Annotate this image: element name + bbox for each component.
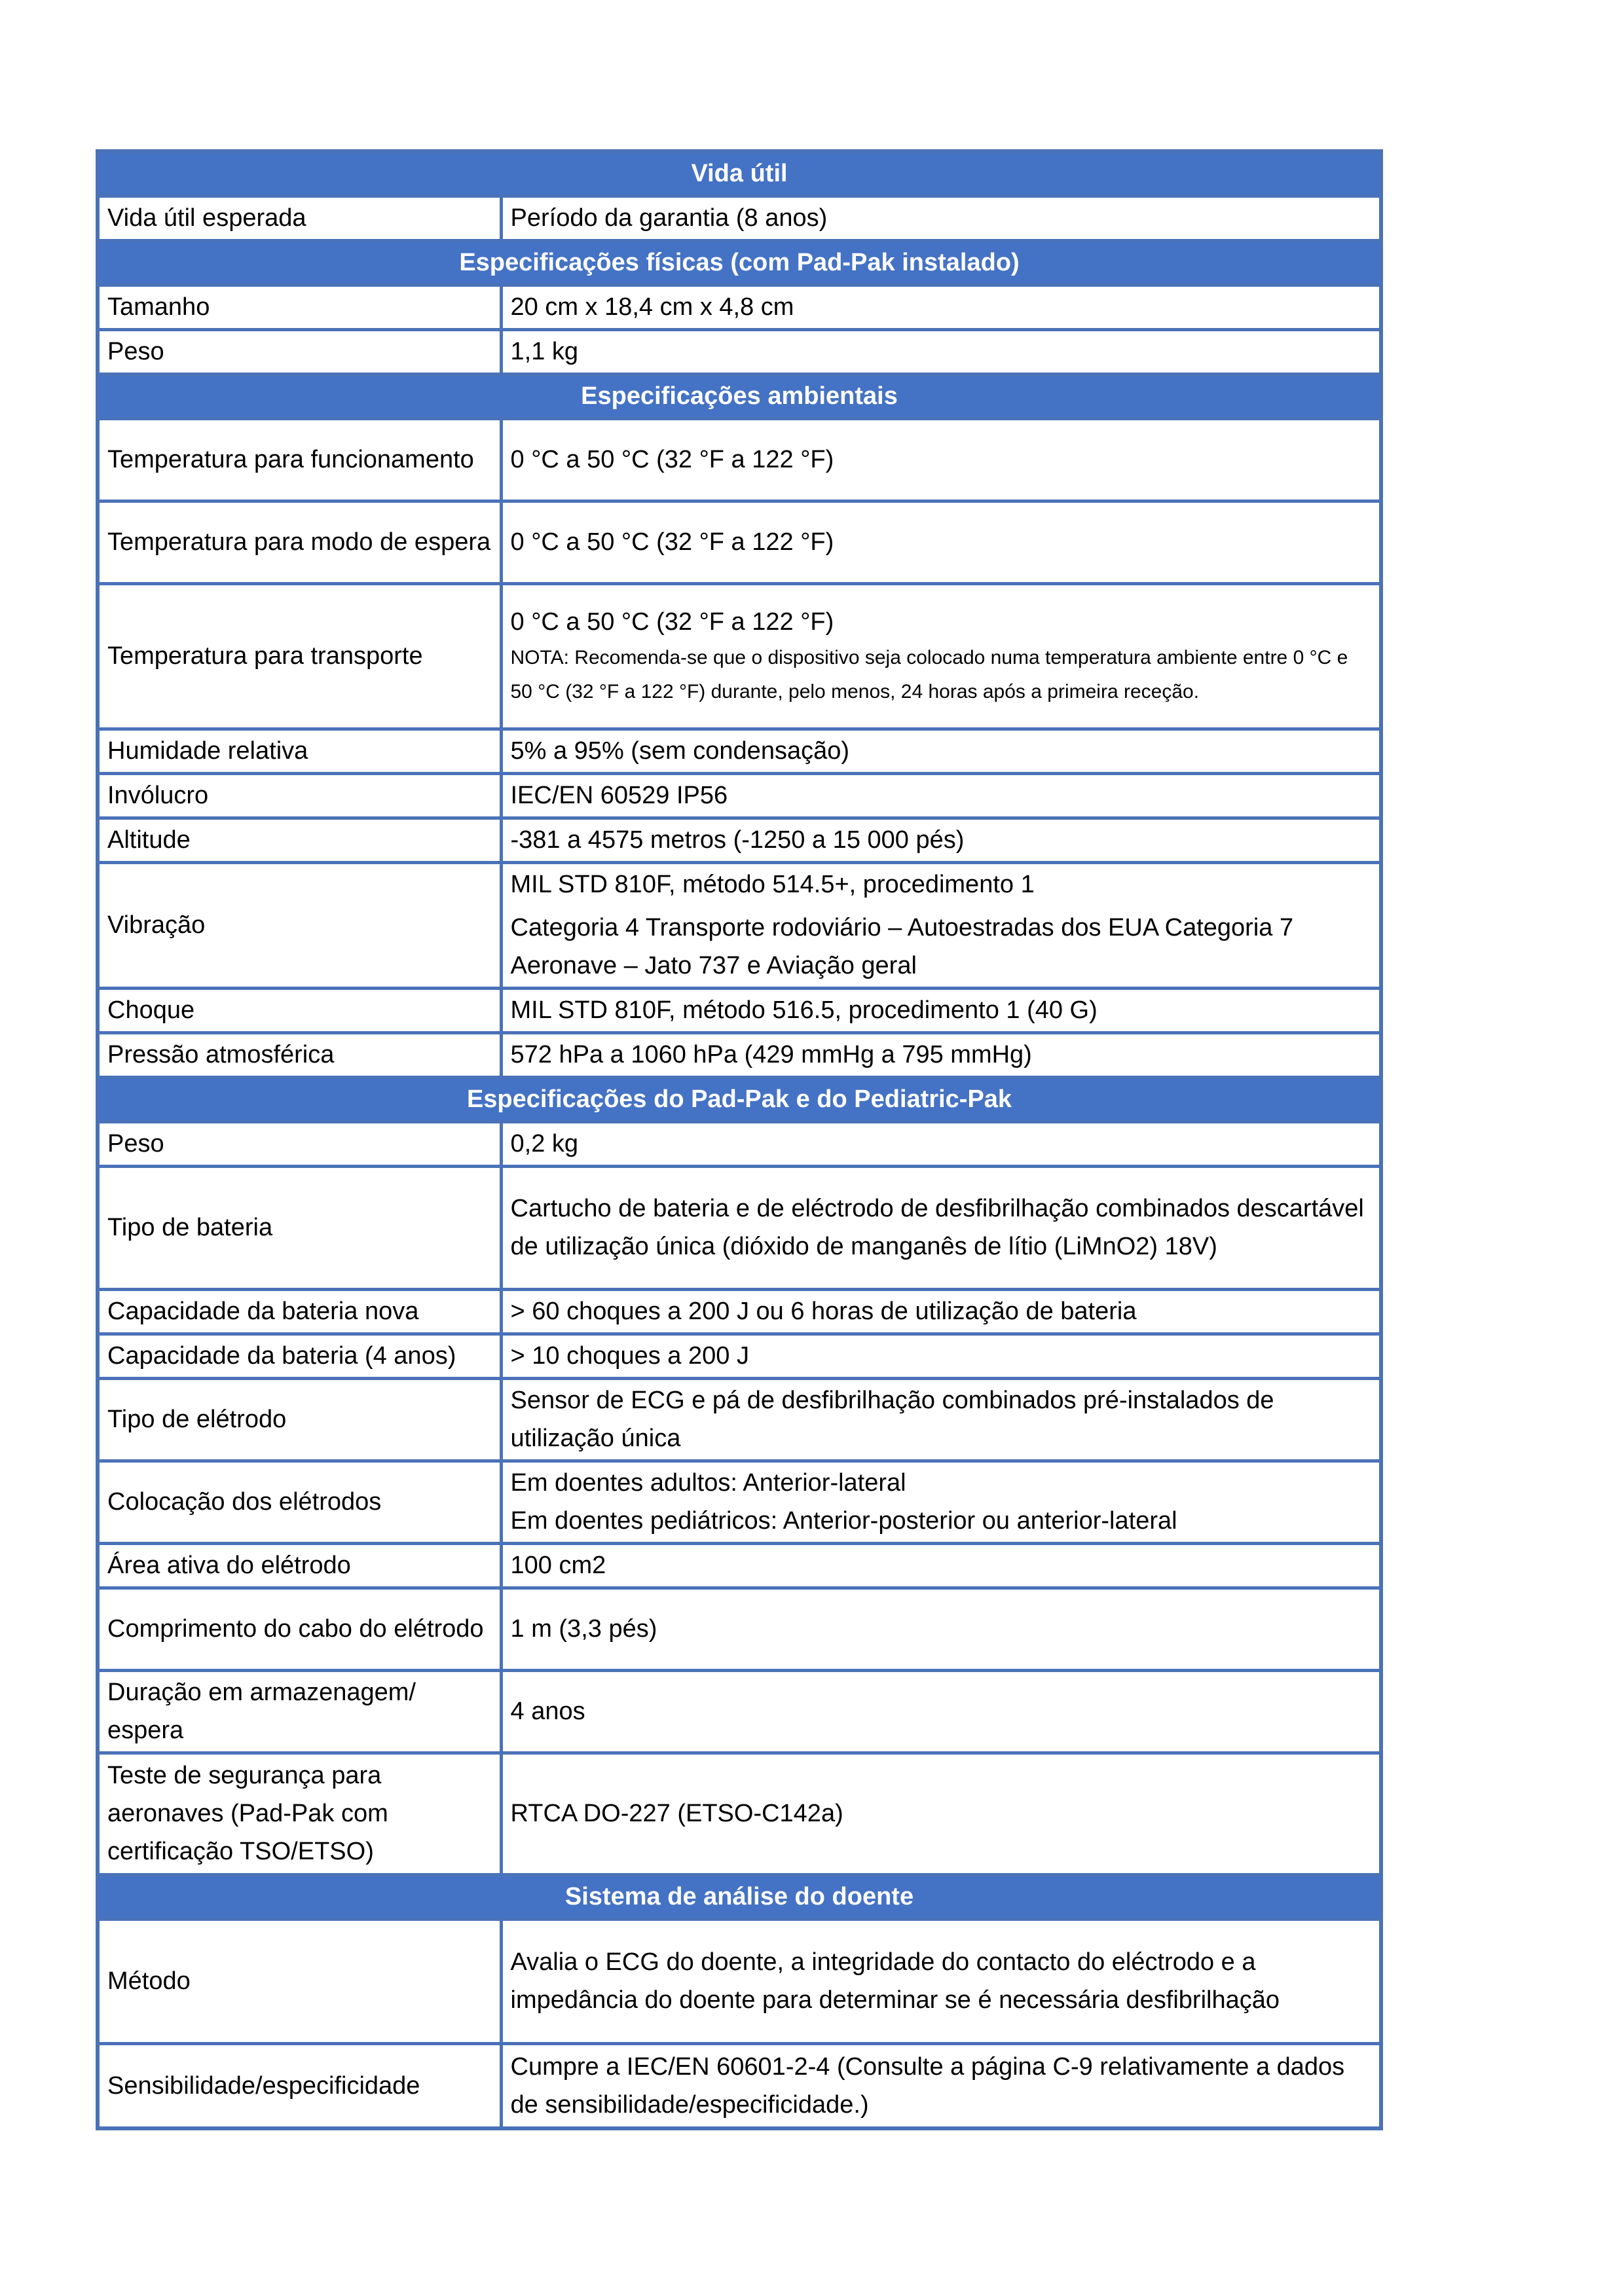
table-row	[98, 773, 1381, 818]
row-value: 20 cm x 18,4 cm x 4,8 cm	[501, 285, 1381, 329]
row-label: Peso	[98, 1121, 501, 1166]
table-row	[98, 285, 1381, 329]
row-value: 5% a 95% (sem condensação)	[501, 729, 1381, 773]
row-value-line-2: Categoria 4 Transporte rodoviário – Autoestradas dos EUA Categoria 7 Aeronave – Jato 737 e Aviação geral	[510, 914, 1294, 979]
table-row	[98, 583, 1381, 729]
row-label: Pressão atmosférica	[98, 1032, 501, 1077]
row-label: Colocação dos elétrodos	[98, 1461, 501, 1543]
row-label: Temperatura para funcionamento	[98, 418, 501, 501]
row-label: Altitude	[98, 818, 501, 862]
row-label: Tipo de elétrodo	[98, 1378, 501, 1461]
section-title: Especificações do Pad-Pak e do Pediatric-Pak	[98, 1077, 1381, 1121]
table-row	[98, 329, 1381, 374]
table-row	[98, 1543, 1381, 1588]
section-title: Especificações físicas (com Pad-Pak instalado)	[98, 240, 1381, 285]
row-value-line-1: Em doentes adultos: Anterior-lateral	[510, 1469, 906, 1497]
table-row	[98, 1032, 1381, 1077]
row-value: RTCA DO-227 (ETSO-C142a)	[501, 1753, 1381, 1874]
row-value: 0 °C a 50 °C (32 °F a 122 °F)	[501, 501, 1381, 583]
table-row	[98, 988, 1381, 1032]
row-label: Invólucro	[98, 773, 501, 818]
row-value: 1 m (3,3 pés)	[501, 1588, 1381, 1670]
table-row	[98, 1461, 1381, 1543]
row-label: Peso	[98, 329, 501, 374]
row-label: Sensibilidade/especificidade	[98, 2043, 501, 2128]
table-row	[98, 196, 1381, 240]
row-value: > 10 choques a 200 J	[501, 1334, 1381, 1378]
row-label: Tipo de bateria	[98, 1166, 501, 1289]
row-value: > 60 choques a 200 J ou 6 horas de utilização de bateria	[501, 1289, 1381, 1334]
row-label: Teste de segurança para aeronaves (Pad-Pak com certificação TSO/ETSO)	[98, 1753, 501, 1874]
section-title: Especificações ambientais	[98, 374, 1381, 418]
table-row	[98, 818, 1381, 862]
section-header-fisicas	[98, 240, 1381, 285]
row-value: 4 anos	[501, 1670, 1381, 1753]
row-label: Choque	[98, 988, 501, 1032]
table-row	[98, 1919, 1381, 2043]
row-label: Temperatura para transporte	[98, 583, 501, 729]
table-row	[98, 1121, 1381, 1166]
table-row	[98, 1334, 1381, 1378]
table-row	[98, 1378, 1381, 1461]
row-value: -381 a 4575 metros (-1250 a 15 000 pés)	[501, 818, 1381, 862]
row-label: Capacidade da bateria (4 anos)	[98, 1334, 501, 1378]
table-row	[98, 1289, 1381, 1334]
row-value	[501, 1461, 1381, 1543]
row-value: 572 hPa a 1060 hPa (429 mmHg a 795 mmHg)	[501, 1032, 1381, 1077]
row-label: Humidade relativa	[98, 729, 501, 773]
section-title: Vida útil	[98, 151, 1381, 196]
section-header-ambientais	[98, 374, 1381, 418]
row-label: Capacidade da bateria nova	[98, 1289, 501, 1334]
row-value-line-2: Em doentes pediátricos: Anterior-posterior ou anterior-lateral	[510, 1507, 1177, 1535]
row-value: 0 °C a 50 °C (32 °F a 122 °F)	[501, 418, 1381, 501]
table-row	[98, 501, 1381, 583]
row-value	[501, 862, 1381, 988]
section-header-vida-util	[98, 151, 1381, 196]
section-header-analise	[98, 1874, 1381, 1919]
row-value: Cartucho de bateria e de eléctrodo de desfibrilhação combinados descartável de utilização única (dióxido de manganês de lítio (LiMnO2) 18V)	[501, 1166, 1381, 1289]
section-header-padpak	[98, 1077, 1381, 1121]
table-row	[98, 1670, 1381, 1753]
table-row	[98, 729, 1381, 773]
table-row	[98, 1588, 1381, 1670]
row-label: Temperatura para modo de espera	[98, 501, 501, 583]
row-value: 1,1 kg	[501, 329, 1381, 374]
row-label: Tamanho	[98, 285, 501, 329]
row-label: Comprimento do cabo do elétrodo	[98, 1588, 501, 1670]
row-value: Cumpre a IEC/EN 60601-2-4 (Consulte a página C-9 relativamente a dados de sensibilidade/especificidade.)	[501, 2043, 1381, 2128]
row-value: Avalia o ECG do doente, a integridade do contacto do eléctrodo e a impedância do doente para determinar se é necessária desfibrilhação	[501, 1919, 1381, 2043]
row-value-main: 0 °C a 50 °C (32 °F a 122 °F)	[510, 608, 834, 636]
row-label: Vibração	[98, 862, 501, 988]
row-value: 100 cm2	[501, 1543, 1381, 1588]
row-value: Sensor de ECG e pá de desfibrilhação combinados pré-instalados de utilização única	[501, 1378, 1381, 1461]
table-row	[98, 1753, 1381, 1874]
section-title: Sistema de análise do doente	[98, 1874, 1381, 1919]
table-row	[98, 862, 1381, 988]
row-note: NOTA: Recomenda-se que o dispositivo seja colocado numa temperatura ambiente entre 0 °C e 50 °C (32 °F a 122 °F) durante, pelo menos, 24 horas após a primeira receção.	[510, 647, 1348, 702]
row-value: IEC/EN 60529 IP56	[501, 773, 1381, 818]
row-label: Área ativa do elétrodo	[98, 1543, 501, 1588]
row-value: MIL STD 810F, método 516.5, procedimento 1 (40 G)	[501, 988, 1381, 1032]
row-value: Período da garantia (8 anos)	[501, 196, 1381, 240]
table-row	[98, 418, 1381, 501]
table-row	[98, 1166, 1381, 1289]
row-label: Método	[98, 1919, 501, 2043]
row-label: Duração em armazenagem/ espera	[98, 1670, 501, 1753]
row-value-line-1: MIL STD 810F, método 514.5+, procedimento 1	[510, 871, 1035, 898]
row-value	[501, 583, 1381, 729]
table-row	[98, 2043, 1381, 2128]
row-value: 0,2 kg	[501, 1121, 1381, 1166]
specifications-table	[96, 149, 1383, 2130]
row-label: Vida útil esperada	[98, 196, 501, 240]
